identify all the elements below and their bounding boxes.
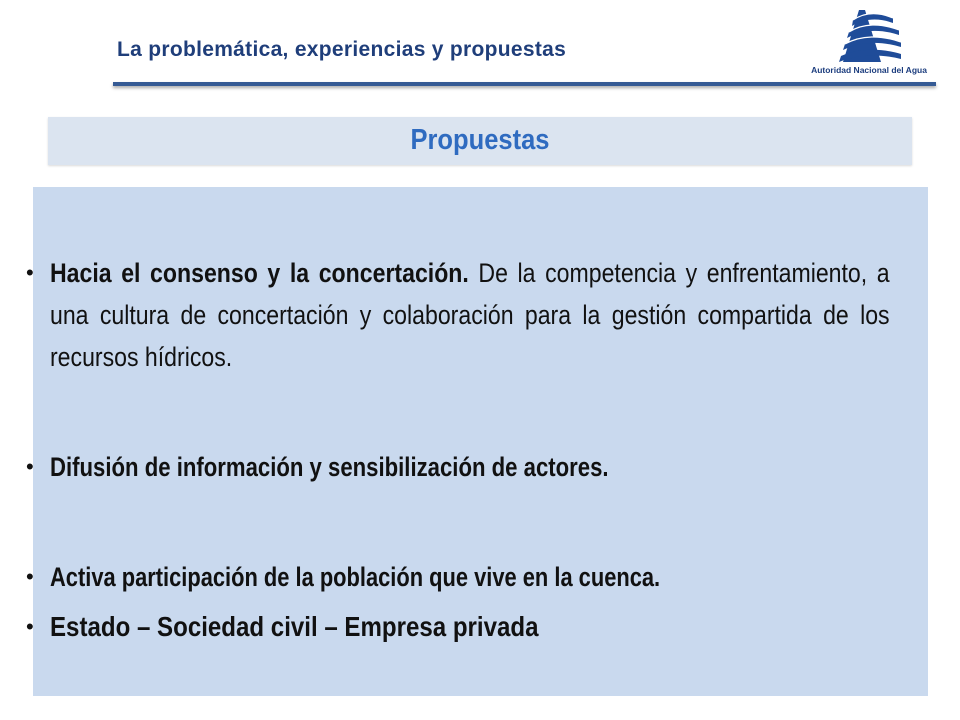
list-item [26,606,890,648]
bullet-icon: • [26,564,34,589]
list-item-text: Estado – Sociedad civil – Empresa privada [50,611,539,642]
list-item [26,252,890,378]
logo-caption: Autoridad Nacional del Agua [811,65,927,75]
list-item-body: De la competencia y enfrentamiento, a una cultura de concertación y colaboración para la gestión compartida de los recursos hídricos. [50,258,890,372]
list-item-text [50,252,890,378]
bullet-icon: • [26,454,34,479]
bullet-icon: • [26,260,34,285]
bullet-icon: • [26,614,34,639]
list-item-text: Difusión de información y sensibilización de actores. [50,452,609,482]
list-item-text: Activa participación de la población que vive en la cuenca. [50,562,661,592]
wave-logo-icon [835,6,903,64]
section-banner [48,117,912,165]
list-item [26,446,890,488]
list-item [26,556,890,598]
section-title: Propuestas [410,124,550,156]
list-item-lead: Hacia el consenso y la concertación. [50,258,469,288]
ana-logo [805,4,933,82]
header-divider [113,82,936,86]
page-title: La problemática, experiencias y propuestas [117,38,567,61]
